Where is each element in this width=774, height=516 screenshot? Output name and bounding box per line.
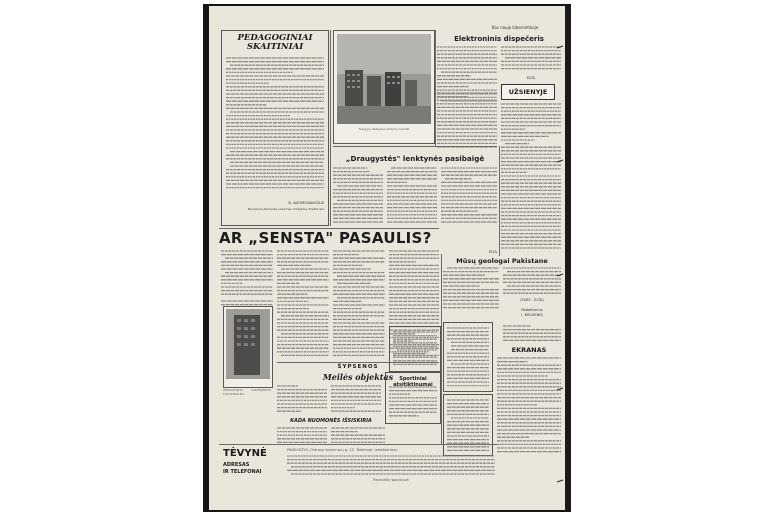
column-rule	[330, 30, 331, 226]
text-lines	[501, 45, 561, 73]
section-header: Kas naujo kibernetikoje	[491, 25, 539, 30]
editor-label: Redaktorius	[521, 308, 543, 312]
notice-box	[389, 326, 441, 372]
signature: B. ADOMONAVIČIUS	[288, 201, 324, 205]
binding-marks	[553, 6, 565, 510]
divider	[333, 146, 497, 147]
text-lines	[226, 56, 324, 191]
article-body	[389, 385, 437, 419]
text-lines	[333, 249, 385, 359]
notice-box	[443, 394, 493, 456]
signature: (TASS - ELTA)	[520, 298, 544, 302]
article-body	[387, 166, 437, 226]
article-body	[437, 91, 497, 151]
building-photo	[337, 34, 431, 124]
article-title: Meilės objektas	[322, 372, 394, 382]
article-title: „Draugystės" lenktynės pasibaigė	[345, 154, 485, 163]
article-title: PEDAGOGINIAI	[237, 33, 313, 43]
main-headline: AR „SENSTA" PASAULIS?	[219, 229, 432, 247]
masthead-line: ADRESAS	[223, 462, 250, 468]
article-body	[333, 166, 383, 226]
text-lines	[277, 249, 329, 359]
masthead-name: TĖVYNĖ	[223, 448, 267, 459]
text-lines	[389, 385, 437, 419]
notice-text	[393, 330, 437, 368]
buildings-illustration	[337, 34, 431, 124]
rubric-title: ŠYPSENOS	[337, 364, 379, 370]
text-lines	[287, 454, 495, 476]
text-lines	[497, 356, 561, 456]
text-lines	[277, 384, 327, 414]
rubric-box	[501, 84, 555, 100]
cinema-listings	[497, 356, 561, 456]
signature-role: Naujosios Akmenės vidurinės mokyklos direktorius	[247, 207, 324, 211]
text-lines	[437, 91, 497, 151]
rubric-title: UŽSIENYJE	[508, 88, 548, 96]
article-body	[331, 384, 381, 414]
article-body	[221, 249, 273, 297]
divider	[219, 444, 497, 445]
text-lines	[441, 166, 497, 226]
text-lines	[387, 166, 437, 226]
article-pedagogic	[221, 30, 329, 226]
newspaper-page	[209, 6, 565, 510]
sport-box	[385, 372, 441, 424]
column-rule	[499, 146, 500, 256]
article-title: Elektroninis dispečeris	[454, 35, 544, 43]
article-body	[277, 249, 329, 359]
footer-address: PANEVĖŽYS, Ostrovo komunarų g. 15. Telefonai: redaktoriaus	[287, 448, 398, 452]
editor-name: I. KRUSENIS	[521, 313, 543, 317]
text-lines	[447, 326, 489, 388]
photo-caption: ZEMAITIJOS LAIKRAŠČIO NUOTRAUKA	[223, 388, 271, 397]
photo-caption: Naujųjų Akmenės statybų vaizdai	[358, 127, 410, 131]
article-body	[331, 426, 385, 444]
notice-box	[443, 322, 493, 392]
photo-block	[333, 30, 435, 144]
notice-text	[447, 326, 489, 388]
masthead-line: IR TELEFONAI	[223, 469, 262, 475]
article-subtitle: KADA NUOMONĖS IŠSISKIRIA	[290, 418, 372, 424]
page-spine	[565, 6, 571, 510]
article-body	[226, 56, 324, 191]
column-rule	[435, 30, 436, 146]
article-body	[277, 384, 327, 414]
article-body	[333, 249, 385, 359]
signature: ELTA	[526, 76, 536, 80]
section-title: EKRANAS	[511, 346, 547, 354]
article-body	[277, 426, 327, 444]
article-title: Mūsų geologai Pakistane	[456, 257, 548, 265]
footer-text	[287, 454, 495, 476]
text-lines	[331, 384, 381, 414]
text-lines	[393, 330, 437, 368]
article-title: SKAITINIAI	[246, 42, 304, 52]
column-rule	[441, 254, 442, 444]
article-title: Sportiniai atsitiktinumai	[393, 376, 433, 388]
text-lines	[331, 426, 385, 444]
portrait-photo	[226, 309, 270, 379]
article-body	[501, 45, 561, 73]
text-lines	[443, 266, 499, 312]
text-lines	[333, 166, 383, 226]
foreign-news-body	[501, 102, 561, 252]
signature: ELTA	[488, 250, 497, 254]
building-photo-illustration	[226, 309, 270, 379]
footer-printer: Panevėžio spaustuvė	[373, 478, 409, 482]
text-lines	[277, 426, 327, 444]
article-body	[443, 266, 499, 312]
photo-block	[223, 306, 273, 388]
article-cybernetics	[437, 30, 561, 90]
article-body	[441, 166, 497, 226]
text-lines	[501, 102, 561, 252]
text-lines	[221, 249, 273, 297]
